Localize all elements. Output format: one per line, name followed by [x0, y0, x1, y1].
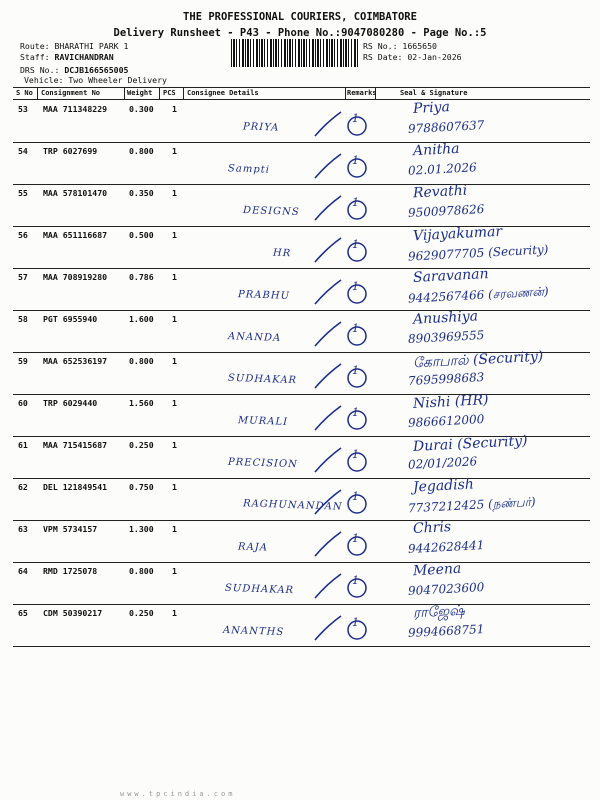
signature-phone: 9442628441 [407, 538, 485, 556]
delivered-tick-icon [313, 528, 373, 562]
pieces-count: 1 [172, 398, 177, 408]
table-row [13, 433, 590, 478]
delivered-tick-icon [313, 444, 373, 478]
delivered-tick-icon [313, 276, 373, 310]
consignment-number: VPM 5734157 [43, 524, 98, 534]
col-divider [124, 87, 125, 99]
remark-mark: 1 [352, 154, 359, 167]
remark-mark: 1 [352, 448, 359, 461]
header-weight: Weight [127, 89, 153, 97]
weight-value: 1.600 [129, 314, 154, 324]
consignee-name: SUDHAKAR [227, 372, 298, 387]
signature-phone: 9500978626 [407, 202, 485, 220]
pieces-count: 1 [172, 608, 177, 618]
serial-number: 57 [18, 272, 28, 282]
consignment-number: DEL 121849541 [43, 482, 108, 492]
signature: Meena [412, 560, 462, 580]
serial-number: 54 [18, 146, 28, 156]
header-consignment: Consignment No [41, 89, 101, 97]
drs-number: DCJB166565005 [64, 65, 129, 75]
serial-number: 65 [18, 608, 28, 618]
signature-phone: 9442567466 (சரவணன்) [407, 284, 549, 306]
table-row [13, 604, 590, 646]
signature-phone: 9994668751 [407, 622, 485, 640]
consignee-name: Sampti [227, 163, 271, 176]
remark-mark: 1 [352, 322, 359, 335]
consignee-name: ANANDA [227, 331, 282, 344]
weight-value: 1.300 [129, 524, 154, 534]
consignee-name: PRIYA [242, 121, 280, 134]
pieces-count: 1 [172, 188, 177, 198]
signature: Saravanan [412, 266, 489, 286]
consignment-number: MAA 651116687 [43, 230, 108, 240]
signature-phone: 02/01/2026 [407, 454, 478, 472]
delivered-tick-icon [313, 612, 373, 646]
signature: Nishi (HR) [412, 392, 489, 412]
consignment-number: RMD 1725078 [43, 566, 98, 576]
weight-value: 0.800 [129, 146, 154, 156]
consignment-number: MAA 708919280 [43, 272, 108, 282]
col-divider [37, 87, 38, 99]
remark-mark: 1 [352, 574, 359, 587]
serial-number: 60 [18, 398, 28, 408]
consignee-name: SUDHAKAR [224, 582, 295, 597]
staff-line [20, 52, 114, 62]
pieces-count: 1 [172, 440, 177, 450]
drs-label: DRS No.: [20, 65, 65, 75]
barcode-image [231, 39, 359, 67]
signature-phone: 9629077705 (Security) [407, 242, 549, 264]
remark-mark: 1 [352, 532, 359, 545]
signature: Jegadish [412, 476, 475, 496]
vehicle-text: Vehicle: Two Wheeler Delivery [24, 75, 167, 85]
remark-mark: 1 [352, 364, 359, 377]
serial-number: 59 [18, 356, 28, 366]
consignment-number: MAA 652536197 [43, 356, 108, 366]
consignee-name: RAGHUNANDAN [242, 498, 343, 513]
consignee-name: HR [272, 247, 292, 260]
remark-mark: 1 [352, 490, 359, 503]
signature-phone: 9788607637 [407, 118, 485, 136]
pieces-count: 1 [172, 146, 177, 156]
table-row [13, 142, 590, 184]
table-row [13, 520, 590, 562]
table-row [13, 562, 590, 604]
signature: கோபால் (Security) [412, 348, 544, 372]
route-text: Route: BHARATHI PARK 1 [20, 41, 129, 51]
serial-number: 63 [18, 524, 28, 534]
consignee-name: PRECISION [227, 456, 299, 471]
header-consignee: Consignee Details [187, 89, 259, 97]
signature: ராஜேஷ் [412, 602, 466, 622]
runsheet-title: Delivery Runsheet - P43 - Phone No.:9047080280 - Page No.:5 [113, 27, 487, 39]
weight-value: 0.350 [129, 188, 154, 198]
table-row [13, 478, 590, 520]
signature-phone: 02.01.2026 [407, 160, 478, 178]
serial-number: 61 [18, 440, 28, 450]
staff-label: Staff: [20, 52, 55, 62]
consignment-number: TRP 6029440 [43, 398, 98, 408]
consignee-name: PRABHU [237, 289, 291, 302]
delivery-table [13, 87, 590, 653]
pieces-count: 1 [172, 104, 177, 114]
consignment-number: MAA 711348229 [43, 104, 108, 114]
rs-number: RS No.: 1665650 [363, 41, 437, 51]
delivered-tick-icon [313, 402, 373, 436]
consignment-number: PGT 6955940 [43, 314, 98, 324]
signature-phone: 7737212425 (நண்பர்) [407, 494, 536, 516]
staff-name: RAVICHANDRAN [54, 52, 114, 62]
pieces-count: 1 [172, 524, 177, 534]
remark-mark: 1 [352, 196, 359, 209]
footer-text: www.tpcindia.com [120, 790, 236, 798]
header-remarks: Remarks [347, 89, 377, 97]
serial-number: 53 [18, 104, 28, 114]
table-row [13, 268, 590, 310]
delivered-tick-icon [313, 570, 373, 604]
signature: Vijayakumar [412, 223, 503, 245]
table-row [13, 348, 590, 394]
consignee-name: ANANTHS [222, 624, 285, 639]
signature-phone: 9866612000 [407, 412, 485, 430]
weight-value: 0.250 [129, 440, 154, 450]
delivered-tick-icon [313, 486, 373, 520]
pieces-count: 1 [172, 314, 177, 324]
signature-phone: 9047023600 [407, 580, 485, 598]
table-row [13, 184, 590, 226]
consignment-number: MAA 715415687 [43, 440, 108, 450]
pieces-count: 1 [172, 482, 177, 492]
serial-number: 55 [18, 188, 28, 198]
delivered-tick-icon [313, 318, 373, 352]
pieces-count: 1 [172, 566, 177, 576]
remark-mark: 1 [352, 112, 359, 125]
signature: Chris [412, 519, 452, 537]
col-divider [159, 87, 160, 99]
signature: Anushiya [412, 308, 479, 328]
serial-number: 62 [18, 482, 28, 492]
table-row [13, 310, 590, 352]
row-rule [13, 646, 590, 647]
pieces-count: 1 [172, 230, 177, 240]
remark-mark: 1 [352, 406, 359, 419]
rs-date: RS Date: 02-Jan-2026 [363, 52, 462, 62]
header-seal: Seal & Signature [400, 89, 468, 97]
weight-value: 0.750 [129, 482, 154, 492]
consignee-name: DESIGNS [242, 205, 300, 218]
delivered-tick-icon [313, 192, 373, 226]
serial-number: 56 [18, 230, 28, 240]
delivered-tick-icon [313, 108, 373, 142]
consignee-name: MURALI [237, 415, 289, 428]
delivered-tick-icon [313, 360, 373, 394]
consignment-number: MAA 578101470 [43, 188, 108, 198]
pieces-count: 1 [172, 356, 177, 366]
company-title: THE PROFESSIONAL COURIERS, COIMBATORE [183, 11, 417, 23]
table-row [13, 223, 590, 268]
col-divider [183, 87, 184, 99]
signature: Revathi [412, 182, 468, 202]
consignment-number: CDM 50390217 [43, 608, 103, 618]
consignee-name: RAJA [237, 541, 269, 554]
delivered-tick-icon [313, 150, 373, 184]
drs-line [20, 65, 128, 75]
signature-phone: 8903969555 [407, 328, 485, 346]
signature: Durai (Security) [412, 433, 528, 455]
weight-value: 0.800 [129, 356, 154, 366]
consignment-number: TRP 6027699 [43, 146, 98, 156]
remark-mark: 1 [352, 238, 359, 251]
table-row [13, 394, 590, 436]
serial-number: 58 [18, 314, 28, 324]
header-pcs: PCS [163, 89, 176, 97]
weight-value: 0.300 [129, 104, 154, 114]
weight-value: 1.560 [129, 398, 154, 408]
weight-value: 0.500 [129, 230, 154, 240]
table-top-rule [13, 87, 590, 88]
header-sno: S No [16, 89, 33, 97]
pieces-count: 1 [172, 272, 177, 282]
weight-value: 0.800 [129, 566, 154, 576]
delivered-tick-icon [313, 234, 373, 268]
col-divider [345, 87, 346, 99]
weight-value: 0.250 [129, 608, 154, 618]
serial-number: 64 [18, 566, 28, 576]
signature: Priya [412, 99, 451, 117]
signature-phone: 7695998683 [407, 370, 485, 388]
remark-mark: 1 [352, 280, 359, 293]
table-row [13, 100, 590, 142]
weight-value: 0.786 [129, 272, 154, 282]
remark-mark: 1 [352, 616, 359, 629]
signature: Anitha [412, 140, 460, 160]
